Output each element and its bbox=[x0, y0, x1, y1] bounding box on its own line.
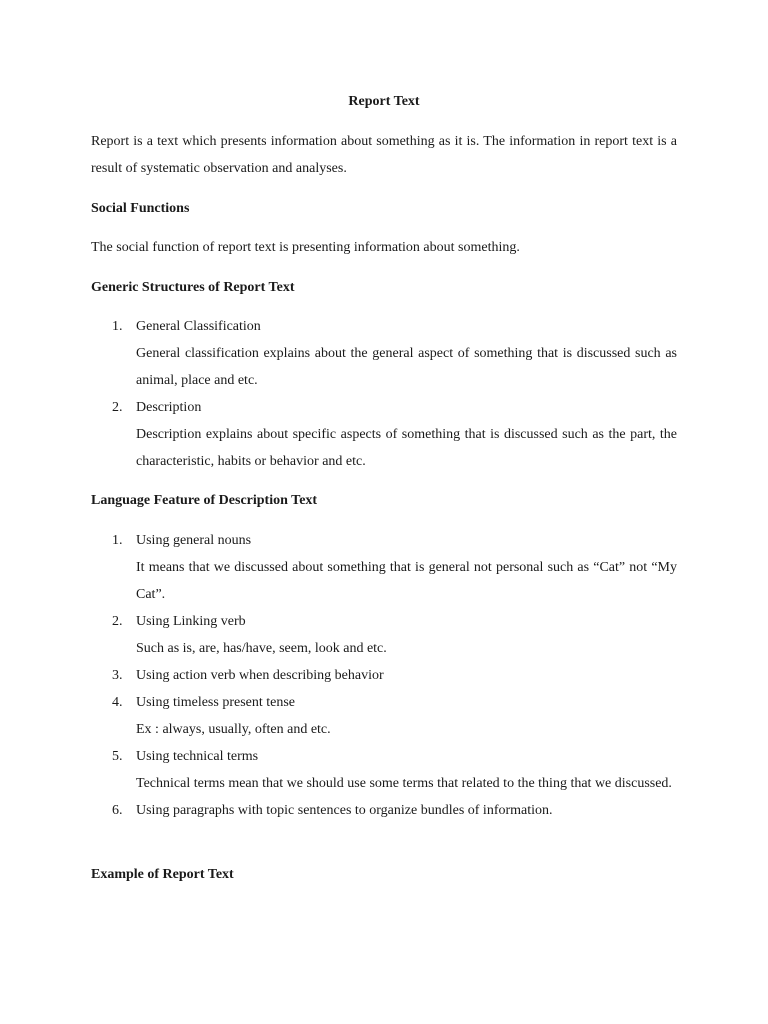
document-title: Report Text bbox=[348, 94, 420, 109]
list-item-description: Technical terms mean that we should use some terms that related to the thing that we discussed. bbox=[136, 776, 672, 791]
social-functions-text: The social function of report text is presenting information about something. bbox=[91, 240, 520, 255]
example-heading: Example of Report Text bbox=[91, 867, 234, 882]
list-item bbox=[91, 313, 677, 394]
list-item-description: Such as is, are, has/have, seem, look and etc. bbox=[136, 641, 387, 656]
list-item-description: It means that we discussed about something that is general not personal such as “Cat” not “My Cat”. bbox=[136, 560, 677, 602]
list-item-title: Using action verb when describing behavior bbox=[136, 668, 384, 683]
list-item-description: General classification explains about the general aspect of something that is discussed such as animal, place and etc. bbox=[136, 346, 677, 388]
intro-paragraph: Report is a text which presents information about something as it is. The information in report text is a result of systematic observation and analyses. bbox=[91, 134, 677, 176]
list-number: 5. bbox=[112, 749, 123, 764]
generic-structures-heading: Generic Structures of Report Text bbox=[91, 280, 295, 295]
list-item-title: Using timeless present tense bbox=[136, 695, 296, 710]
list-item-title: Using general nouns bbox=[136, 533, 252, 548]
list-item-title: Description bbox=[136, 400, 202, 415]
list-number: 2. bbox=[112, 400, 123, 415]
list-item-description: Ex : always, usually, often and etc. bbox=[136, 722, 331, 737]
social-functions-heading: Social Functions bbox=[91, 201, 190, 216]
list-item bbox=[91, 608, 677, 662]
list-item-title: Using technical terms bbox=[136, 749, 259, 764]
list-item-description: Description explains about specific aspects of something that is discussed such as the part, the characteristic, habits or behavior and etc. bbox=[136, 427, 677, 469]
list-number: 3. bbox=[112, 668, 123, 683]
list-item-title: Using Linking verb bbox=[136, 614, 246, 629]
list-item-title: Using paragraphs with topic sentences to organize bundles of information. bbox=[136, 803, 553, 818]
list-item bbox=[91, 743, 677, 797]
list-item bbox=[91, 394, 677, 475]
generic-structures-list bbox=[91, 313, 677, 475]
list-item bbox=[91, 662, 677, 689]
list-number: 4. bbox=[112, 695, 123, 710]
list-number: 1. bbox=[112, 533, 123, 548]
list-item-title: General Classification bbox=[136, 319, 261, 334]
list-item bbox=[91, 797, 677, 824]
language-feature-list bbox=[91, 527, 677, 824]
list-item bbox=[91, 689, 677, 743]
list-number: 1. bbox=[112, 319, 123, 334]
language-feature-heading: Language Feature of Description Text bbox=[91, 493, 318, 508]
list-number: 2. bbox=[112, 614, 123, 629]
list-item bbox=[91, 527, 677, 608]
list-number: 6. bbox=[112, 803, 123, 818]
